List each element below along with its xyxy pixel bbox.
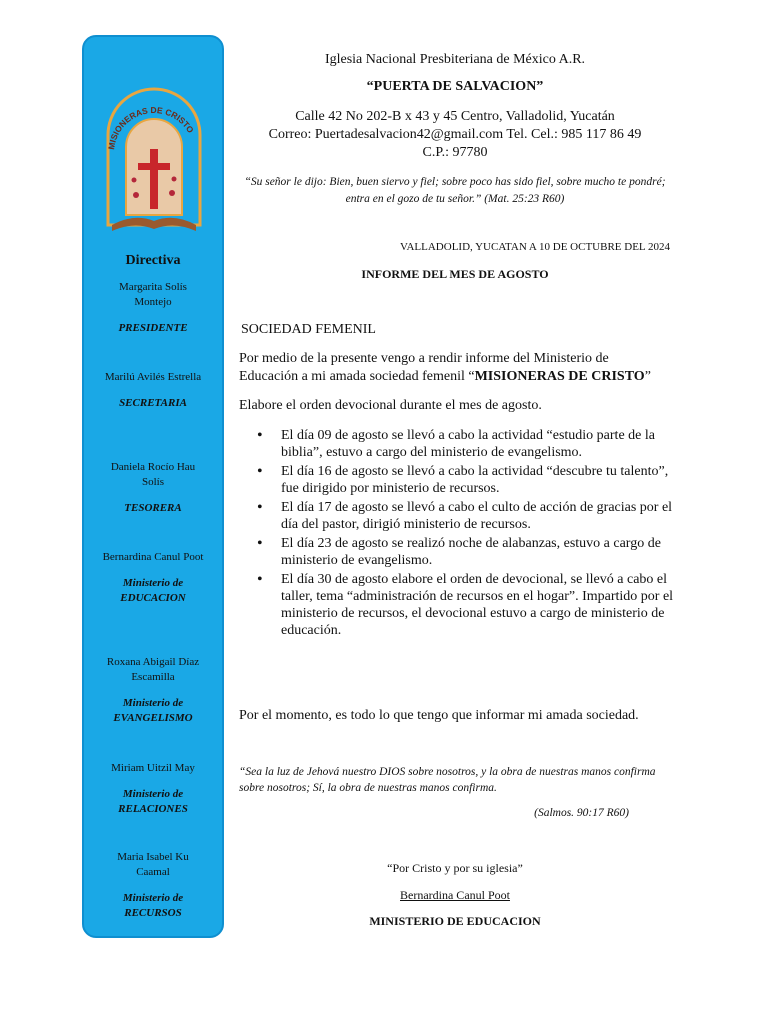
list-item: • El día 23 de agosto se realizó noche de alabanzas, estuvo a cargo de ministerio de evangelismo. xyxy=(257,535,677,569)
list-item: • El día 09 de agosto se llevó a cabo la actividad “estudio parte de la biblia”, estuvo a cargo del ministerio de evangelismo. xyxy=(257,427,677,461)
intro-paragraph xyxy=(239,350,669,386)
activity-list xyxy=(257,427,677,641)
misioneras-logo xyxy=(104,75,204,235)
list-item: • El día 30 de agosto elabore el orden de devocional, se llevó a cabo el taller, tema “administración de recursos en el hogar”. Impartido por el ministerio de recursos, el devocional estuvo a cargo de ministerio de educación. xyxy=(257,571,677,639)
intro-end: ” xyxy=(644,369,651,384)
address-line: Calle 42 No 202-B x 43 y 45 Centro, Valladolid, Yucatán xyxy=(295,109,615,124)
contact-line: Correo: Puertadesalvacion42@gmail.com Tel. Cel.: 985 117 86 49 xyxy=(268,127,642,142)
member-treasurer xyxy=(84,460,222,516)
header-verse: “Su señor le dijo: Bien, buen siervo y fiel; sobre poco has sido fiel, sobre mucho te pondré; entra en el gozo de tu señor.” (Mat. 25:23 R60) xyxy=(244,176,666,205)
member-role: TESORERA xyxy=(124,502,182,514)
devotional-line: Elabore el orden devocional durante el mes de agosto. xyxy=(239,398,542,413)
member-name: Maria Isabel Ku Caamal xyxy=(117,851,189,878)
closing-line: Por el momento, es todo lo que tengo que informar mi amada sociedad. xyxy=(239,708,639,723)
directiva-title: Directiva xyxy=(125,253,181,268)
member-resources xyxy=(84,850,222,921)
logo-text: MISIONERAS DE CRISTO xyxy=(106,104,196,151)
quote-reference: (Salmos. 90:17 R60) xyxy=(534,807,629,819)
member-secretary xyxy=(84,370,222,411)
postal-code: C.P.: 97780 xyxy=(422,145,488,160)
directiva-sidebar xyxy=(82,35,224,938)
member-name: Margarita Solís Montejo xyxy=(119,281,187,308)
member-name: Daniela Rocío Hau Solís xyxy=(110,461,196,488)
organization-name: Iglesia Nacional Presbiteriana de México A.R. xyxy=(324,52,586,67)
member-name: Bernardina Canul Poot xyxy=(102,551,204,563)
member-name: Marilú Avilés Estrella xyxy=(104,371,202,383)
member-name: Roxana Abigail Díaz Escamilla xyxy=(106,656,200,683)
report-date: VALLADOLID, YUCATAN A 10 DE OCTUBRE DEL 2024 xyxy=(399,241,670,253)
member-education xyxy=(84,550,222,606)
church-name: “PUERTA DE SALVACION” xyxy=(366,79,544,94)
member-role: SECRETARIA xyxy=(119,397,187,409)
member-name: Miriam Uitzil May xyxy=(111,762,195,774)
report-subject: INFORME DEL MES DE AGOSTO xyxy=(361,267,549,281)
closing-quote: “Sea la luz de Jehová nuestro DIOS sobre nosotros, y la obra de nuestras manos confirma sobre nosotros; Sí, la obra de nuestras manos confirma. xyxy=(239,766,656,794)
motto: “Por Cristo y por su iglesia” xyxy=(387,861,523,875)
signer-role: MINISTERIO DE EDUCACION xyxy=(369,914,541,928)
member-role: Ministerio de RECURSOS xyxy=(122,892,184,919)
letter-body xyxy=(235,0,675,1024)
member-evangelism xyxy=(84,655,222,726)
member-relations xyxy=(84,761,222,817)
society-heading: SOCIEDAD FEMENIL xyxy=(241,322,376,337)
intro-text: Por medio de la presente vengo a rendir informe del Ministerio de Educación a mi amada sociedad femenil “ xyxy=(239,351,609,384)
list-item: • El día 16 de agosto se llevó a cabo la actividad “descubre tu talento”, fue dirigido por ministerio de recursos. xyxy=(257,463,677,497)
signer-name: Bernardina Canul Poot xyxy=(400,888,510,902)
member-role: PRESIDENTE xyxy=(118,322,188,334)
member-role: Ministerio de RELACIONES xyxy=(118,788,188,815)
member-role: Ministerio de EDUCACION xyxy=(120,577,186,604)
member-president xyxy=(84,280,222,336)
member-role: Ministerio de EVANGELISMO xyxy=(113,697,193,724)
address-block xyxy=(235,108,675,162)
list-item: • El día 17 de agosto se llevó a cabo el culto de acción de gracias por el día del pastor, dirigió ministerio de recursos. xyxy=(257,499,677,533)
society-name: MISIONERAS DE CRISTO xyxy=(474,369,645,384)
